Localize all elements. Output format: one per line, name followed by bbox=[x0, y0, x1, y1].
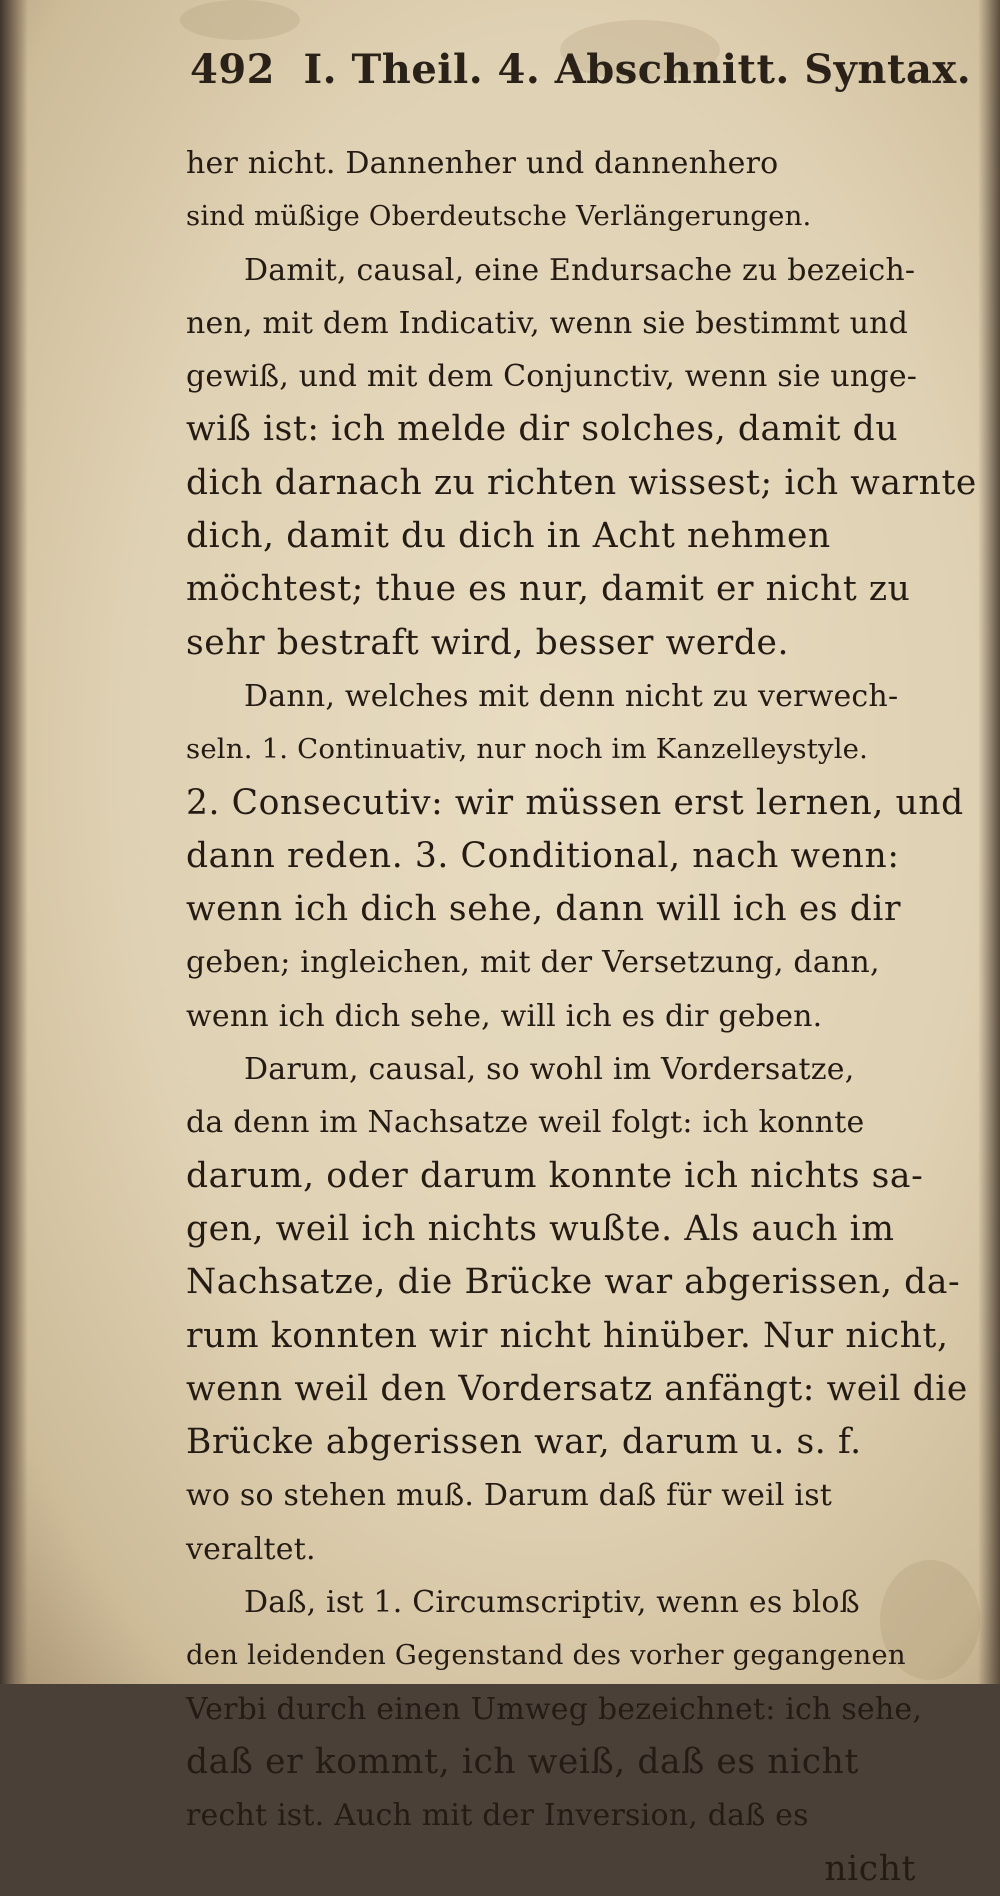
page-number: 492 bbox=[190, 46, 275, 93]
paragraph-start-line: Darum, causal, so wohl im Vordersatze, bbox=[244, 1052, 855, 1088]
paragraph-start-line: Damit, causal, eine Endursache zu bezeich- bbox=[244, 252, 916, 288]
text-line: Nachsatze, die Brücke war abgerissen, da- bbox=[186, 1262, 961, 1303]
body-text bbox=[186, 137, 977, 1896]
running-title: I. Theil. 4. Abschnitt. Syntax. bbox=[303, 46, 972, 93]
text-line: gen, weil ich nichts wußte. Als auch im bbox=[186, 1208, 895, 1249]
text-line: darum, oder darum konnte ich nichts sa- bbox=[186, 1155, 924, 1196]
paragraph-start-line: Daß, ist 1. Circumscriptiv, wenn es bloß bbox=[244, 1585, 860, 1621]
paragraph-start-line: Dann, welches mit denn nicht zu verwech- bbox=[244, 678, 899, 714]
text-line: daß er kommt, ich weiß, daß es nicht bbox=[186, 1741, 859, 1782]
running-header bbox=[190, 46, 972, 116]
text-line: wenn ich dich sehe, will ich es dir geben. bbox=[186, 998, 823, 1034]
text-line: geben; ingleichen, mit der Versetzung, dann, bbox=[186, 945, 880, 981]
text-line: sind müßige Oberdeutsche Verlängerungen. bbox=[186, 200, 812, 233]
text-line: den leidenden Gegenstand des vorher gegangenen bbox=[186, 1639, 906, 1672]
text-line: gewiß, und mit dem Conjunctiv, wenn sie unge- bbox=[186, 359, 918, 395]
text-line: sehr bestraft wird, besser werde. bbox=[186, 622, 790, 663]
text-line: wenn ich dich sehe, dann will ich es dir bbox=[186, 889, 902, 930]
text-line: recht ist. Auch mit der Inversion, daß es bbox=[186, 1798, 809, 1834]
page-edge-shadow bbox=[978, 0, 1000, 1684]
text-line: veraltet. bbox=[186, 1531, 316, 1567]
text-line: wiß ist: ich melde dir solches, damit du bbox=[186, 409, 899, 450]
text-line: Verbi durch einen Umweg bezeichnet: ich sehe, bbox=[186, 1691, 923, 1727]
paper-stain bbox=[180, 0, 300, 40]
text-line: her nicht. Dannenher und dannenhero bbox=[186, 146, 779, 181]
text-line: seln. 1. Continuativ, nur noch im Kanzelleystyle. bbox=[186, 733, 869, 766]
text-line: wo so stehen muß. Darum daß für weil ist bbox=[186, 1478, 833, 1514]
text-line: dich, damit du dich in Acht nehmen bbox=[186, 516, 831, 557]
text-line: möchtest; thue es nur, damit er nicht zu bbox=[186, 569, 911, 610]
page-binding-shadow bbox=[0, 0, 28, 1684]
text-line: dann reden. 3. Conditional, nach wenn: bbox=[186, 835, 900, 876]
text-line: Brücke abgerissen war, darum u. s. f. bbox=[186, 1422, 862, 1463]
text-line: dich darnach zu richten wissest; ich warnte bbox=[186, 462, 977, 503]
catchword: nicht bbox=[824, 1848, 916, 1889]
text-line: rum konnten wir nicht hinüber. Nur nicht, bbox=[186, 1315, 949, 1356]
text-line: nen, mit dem Indicativ, wenn sie bestimmt und bbox=[186, 305, 909, 341]
text-line: 2. Consecutiv: wir müssen erst lernen, und bbox=[186, 782, 964, 823]
text-line: wenn weil den Vordersatz anfängt: weil die bbox=[186, 1368, 968, 1409]
text-line: da denn im Nachsatze weil folgt: ich konnte bbox=[186, 1105, 865, 1141]
